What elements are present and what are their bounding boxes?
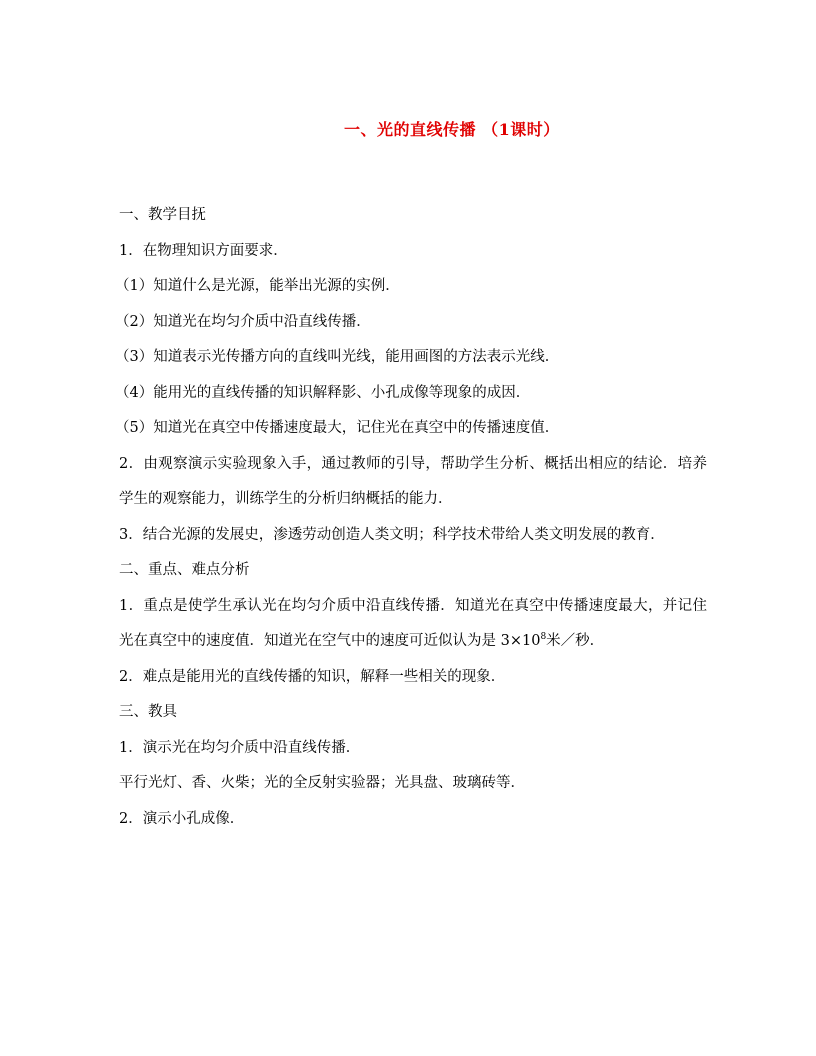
objectives-sub-2: （2）知道光在均匀介质中沿直线传播． <box>115 313 371 330</box>
keypoints-item-1 <box>119 589 707 660</box>
objectives-sub-1: （1）知道什么是光源，能举出光源的实例． <box>115 278 400 294</box>
equipment-item-1-detail: 平行光灯、香、火柴；光的全反射实验器；光具盘、玻璃砖等． <box>119 775 525 791</box>
document-body <box>115 198 707 837</box>
exponent: 8 <box>540 632 547 642</box>
objectives-sub-5: （5）知道光在真空中传播速度最大，记住光在真空中的传播速度值． <box>115 420 560 436</box>
objectives-item-1: 1．在物理知识方面要求． <box>119 242 288 259</box>
keypoints-item-2: 2．难点是能用光的直线传播的知识，解释一些相关的现象． <box>119 668 506 685</box>
objectives-item-3: 3．结合光源的发展史，渗透劳动创造人类文明；科学技术带给人类文明发展的教育． <box>119 526 665 543</box>
objectives-item-2: 2．由观察演示实验现象入手，通过教师的引导，帮助学生分析、概括出相应的结论．培养学生的观察能力，训练学生的分析归纳概括的能力． <box>119 455 707 507</box>
page-title: 一、光的直线传播 （1课时） <box>344 120 560 139</box>
objectives-sub-3: （3）知道表示光传播方向的直线叫光线，能用画图的方法表示光线． <box>115 349 560 365</box>
section-heading-equipment: 三、教具 <box>119 704 177 720</box>
keypoints-item-1-text: 1．重点是使学生承认光在均匀介质中沿直线传播．知道光在真空中传播速度最大，并记住光在真空中的速度值．知道光在空气中的速度可近似认为是 3×10 <box>119 597 707 649</box>
section-heading-keypoints: 二、重点、难点分析 <box>119 562 250 578</box>
objectives-sub-4: （4）能用光的直线传播的知识解释影、小孔成像等现象的成因． <box>115 384 531 401</box>
equipment-item-1: 1．演示光在均匀介质中沿直线传播． <box>119 739 361 756</box>
keypoints-item-1-unit: 米／秒． <box>546 633 605 649</box>
equipment-item-2: 2．演示小孔成像． <box>119 810 245 827</box>
section-heading-objectives: 一、教学目抚 <box>119 207 206 223</box>
